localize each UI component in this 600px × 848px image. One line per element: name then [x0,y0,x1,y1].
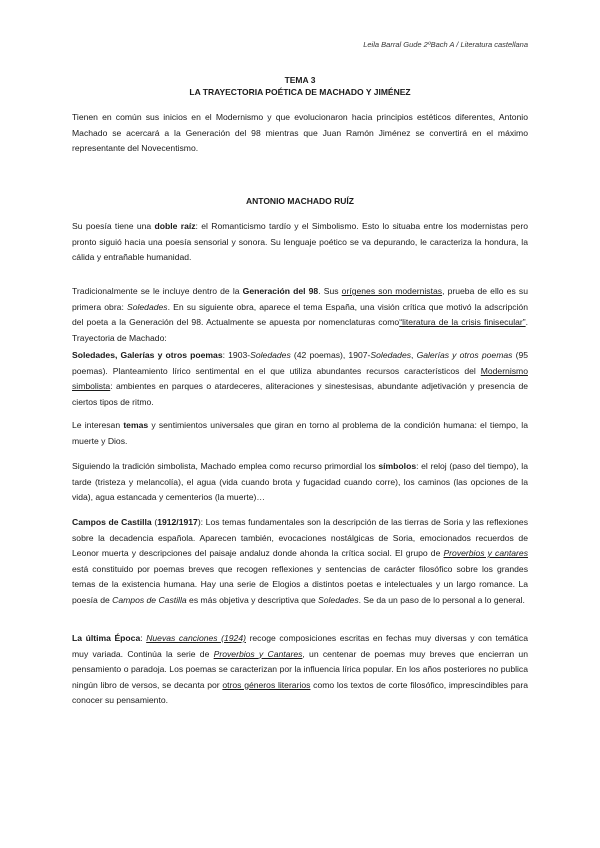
topic-title: LA TRAYECTORIA POÉTICA DE MACHADO Y JIMÉNEZ [189,87,411,97]
paragraph-simbolos: Siguiendo la tradición simbolista, Machado emplea como recurso primordial los símbolos: el reloj (paso del tiempo), la tarde (tristeza y melancolía), el agua (vida cuando brota y fugacidad cuando corre), los caminos (las opciones de la vida), agua estancada y cementerios (la muerte)… [72,461,528,502]
paragraph-doble-raiz: Su poesía tiene una doble raíz: el Romanticismo tardío y el Simbolismo. Esto lo situaba entre los modernistas pero pronto siguió hacia una poesía sensorial y sonora. Su lenguaje poético se va depurando, le caracteriza la hondura, la cálida y entrañable humanidad. [72,221,528,262]
paragraph-soledades: Soledades, Galerías y otros poemas: 1903-Soledades (42 poemas), 1907-Soledades, Galerías y otros poemas (95 poemas). Planteamiento lírico sentimental en el que utiliza abundantes recursos característicos del Modernismo simbolista: ambientes en parques o atardeceres, aliteraciones y sinestesisas, abundante adjetivación y presencia de ciertos tipos de ritmo. [72,350,528,407]
paragraph-campos-de-castilla: Campos de Castilla (1912/1917): Los temas fundamentales son la descripción de las tierras de Soria y las reflexiones sobre la decadencia española. Aparecen también, evocaciones nostálgicas de Soria, emocionados recuerdos de Leonor muerta y descripciones del paisaje andaluz donde ahonda la crítica social. El grupo de Proverbios y cantares está constituido por poemas breves que recogen reflexiones y sentencias de carácter filosófico sobre los grandes temas de la existencia humana. Hay una serie de Elogios a distintos poetas e intelectuales y un largo romance. La poesía de Campos de Castilla es más objetiva y descriptiva que Soledades. Se da un paso de lo personal a lo general. [72,517,529,605]
topic-number: TEMA 3 [284,75,316,85]
section-title: ANTONIO MACHADO RUÍZ [246,196,354,206]
paragraph-generacion-98: Tradicionalmente se le incluye dentro de la Generación del 98. Sus orígenes son modernistas, prueba de ello es su primera obra: Soledades. En su siguiente obra, aparece el tema España, una visión crítica que motivó la adscripción del poeta a la Generación del 98. Actualmente se apuesta por nomenclaturas como“literatura de la crisis finisecular”. Trayectoria de Machado: [72,286,528,343]
intro-paragraph: Tienen en común sus inicios en el Modernismo y que evolucionaron hacia principios estéticos diferentes, Antonio Machado se acercará a la Generación del 98 mientras que Juan Ramón Jiménez se convertirá en el máximo representante del Novecentismo. [72,112,528,153]
paragraph-ultima-epoca: La última Época: Nuevas canciones (1924) recoge composiciones escritas en fechas muy diversas y con temática muy variada. Continúa la serie de Proverbios y Cantares, un centenar de poemas muy breves que encierran un pensamiento o paradoja. Los poemas se caracterizan por la influencia lírica popular. En los años posteriores no publica ningún libro de versos, se decanta por otros géneros literarios como los textos de corte filosófico, imprescindibles para conocer su pensamiento. [72,633,528,705]
paragraph-temas: Le interesan temas y sentimientos universales que giran en torno al problema de la condición humana: el tiempo, la muerte y Dios. [72,420,528,446]
document-title [72,74,528,98]
page-header: Leila Barral Gude 2ºBach A / Literatura castellana [363,40,528,49]
